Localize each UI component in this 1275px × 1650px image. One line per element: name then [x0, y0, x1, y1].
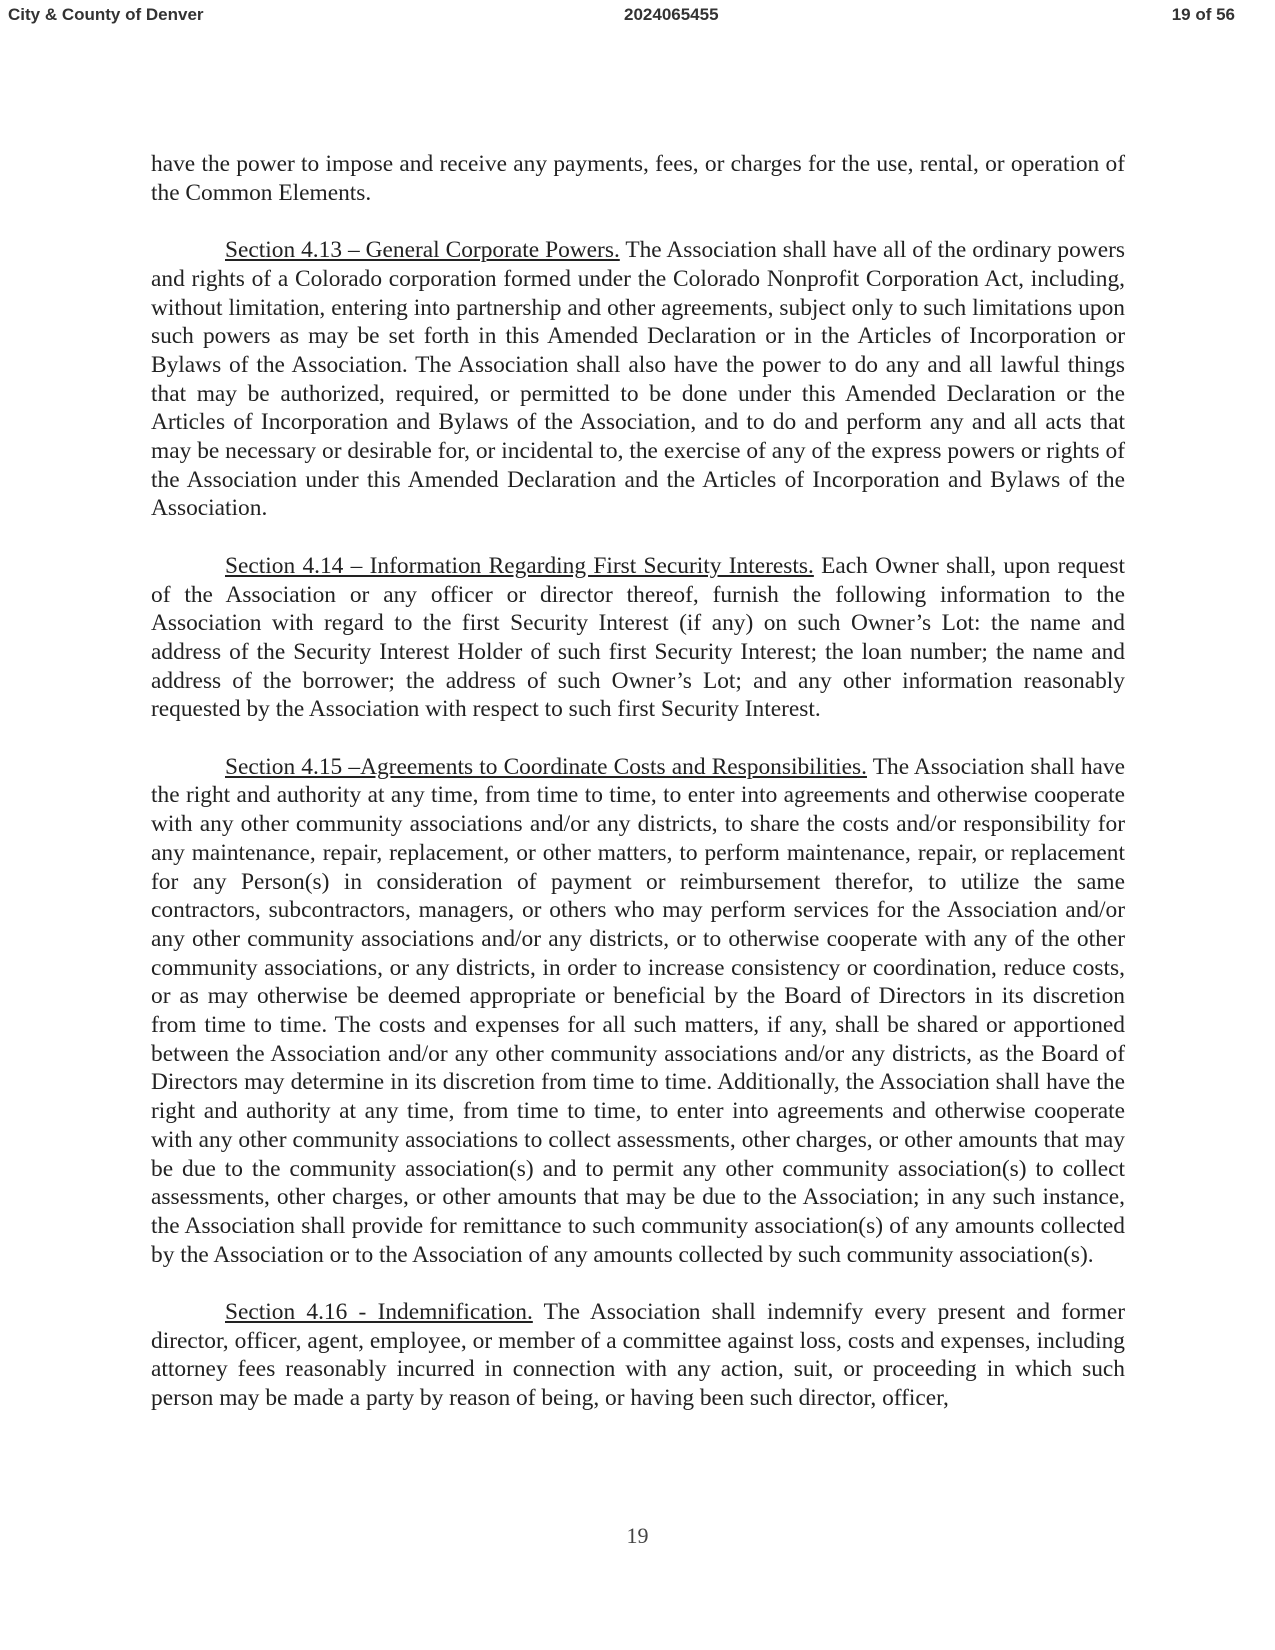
- header-page-count: 19 of 56: [1171, 5, 1235, 24]
- paragraph-text: have the power to impose and receive any payments, fees, or charges for the use, rental, or operation of the Common Elements.: [151, 151, 1125, 206]
- paragraph-text: The Association shall indemnify every present and former director, officer, agent, employee, or member of a committee against loss, costs and expenses, including attorney fees reasonably incurred in connection with any action, suit, or proceeding in which such person may be made a party by reason of being, or having been such director, officer,: [151, 1299, 1125, 1412]
- paragraph-section-4-13: [151, 236, 1125, 523]
- section-heading: Section 4.14 – Information Regarding First Security Interests.: [225, 552, 814, 579]
- document-body: [151, 150, 1125, 1442]
- section-heading: Section 4.16 - Indemnification.: [225, 1299, 533, 1326]
- section-heading: Section 4.13 – General Corporate Powers.: [225, 237, 620, 264]
- page-header: [0, 0, 1275, 32]
- paragraph-section-4-15: [151, 753, 1125, 1270]
- paragraph-continuation: [151, 150, 1125, 207]
- paragraph-text: The Association shall have the right and authority at any time, from time to time, to enter into agreements and otherwise cooperate with any other community associations and/or any districts, to share the costs and/or responsibility for any maintenance, repair, replacement, or other matters, to perform maintenance, repair, or replacement for any Person(s) in consideration of payment or reimbursement therefor, to utilize the same contractors, subcontractors, managers, or others who may perform services for the Association and/or any other community associations and/or any districts, or to otherwise cooperate with any of the other community associations, or any districts, in order to increase consistency or coordination, reduce costs, or as may otherwise be deemed appropriate or beneficial by the Board of Directors in its discretion from time to time. The costs and expenses for all such matters, if any, shall be shared or apportioned between the Association and/or any other community associations and/or any districts, as the Board of Directors may determine in its discretion from time to time. Additionally, the Association shall have the right and authority at any time, from time to time, to enter into agreements and otherwise cooperate with any other community associations to collect assessments, other charges, or other amounts that may be due to the community association(s) and to permit any other community association(s) to collect assessments, other charges, or other amounts that may be due to the Association; in any such instance, the Association shall provide for remittance to such community association(s) of any amounts collected by the Association or to the Association of any amounts collected by such community association(s).: [151, 753, 1125, 1268]
- section-heading: Section 4.15 –Agreements to Coordinate Costs and Responsibilities.: [225, 753, 867, 780]
- header-document-number: 2024065455: [624, 5, 719, 24]
- header-county: City & County of Denver: [8, 5, 204, 24]
- page-number: 19: [626, 1523, 649, 1548]
- paragraph-section-4-14: [151, 552, 1125, 724]
- paragraph-section-4-16: [151, 1298, 1125, 1413]
- paragraph-text: The Association shall have all of the ordinary powers and rights of a Colorado corporation formed under the Colorado Nonprofit Corporation Act, including, without limitation, entering into partnership and other agreements, subject only to such limitations upon such powers as may be set forth in this Amended Declaration or in the Articles of Incorporation or Bylaws of the Association. The Association shall also have the power to do any and all lawful things that may be authorized, required, or permitted to be done under this Amended Declaration or the Articles of Incorporation and Bylaws of the Association, and to do and perform any and all acts that may be necessary or desirable for, or incidental to, the exercise of any of the express powers or rights of the Association under this Amended Declaration and the Articles of Incorporation and Bylaws of the Association.: [151, 237, 1125, 522]
- paragraph-text: Each Owner shall, upon request of the Association or any officer or director thereof, furnish the following information to the Association with regard to the first Security Interest (if any) on such Owner’s Lot: the name and address of the Security Interest Holder of such first Security Interest; the loan number; the name and address of the borrower; the address of such Owner’s Lot; and any other information reasonably requested by the Association with respect to such first Security Interest.: [151, 552, 1125, 723]
